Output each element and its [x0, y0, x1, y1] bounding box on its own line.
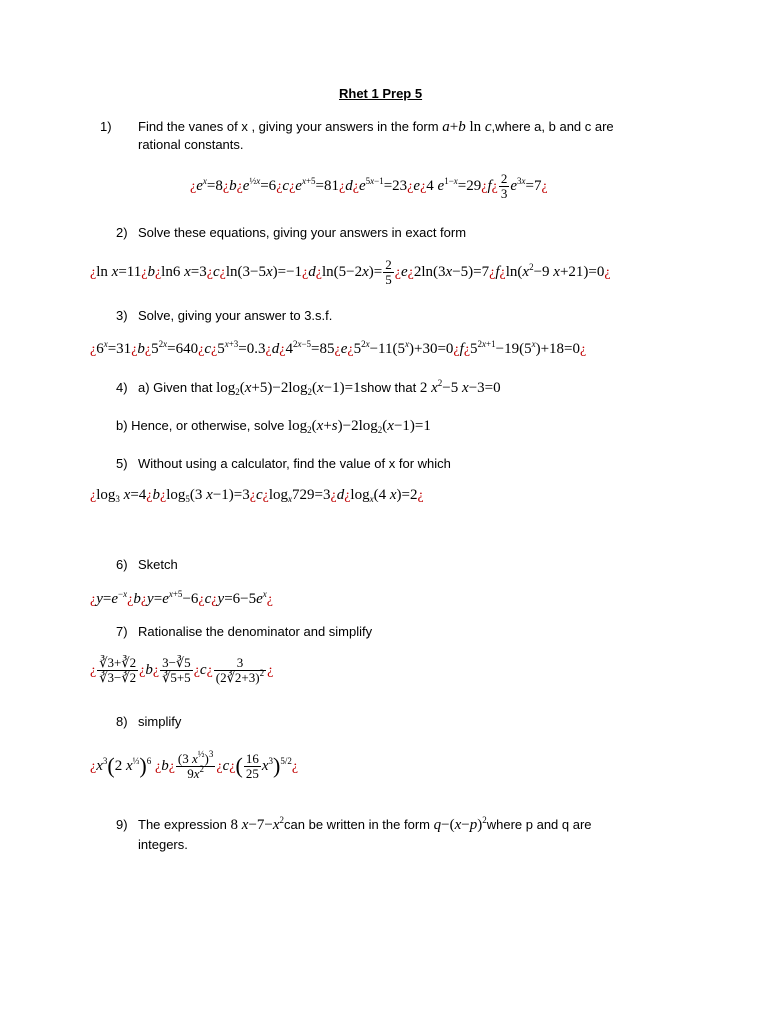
q5-number: 5) — [116, 456, 128, 471]
q9-form: $q-(x-p)^2$ — [433, 815, 487, 833]
q4a-expr: $\log_2(x+5)-2\log_2(x-1)=1$ — [216, 380, 361, 397]
q7-number: 7) — [116, 624, 128, 639]
q1-line2: rational constants. — [138, 137, 244, 152]
q5-text: Without using a calculator, find the value of x for which — [138, 456, 451, 471]
q1-form: a+b ln c — [442, 119, 492, 135]
q5-equations: ¿$\log_3$ $x=4¿b¿\log_5(3$ $x-1)=3¿c¿\log_x729=3¿d¿\log_x(4$ x)=2¿ — [90, 487, 424, 504]
q6-text: Sketch — [138, 557, 178, 572]
q6-number: 6) — [116, 557, 128, 572]
q4-number: 4) — [116, 380, 128, 395]
q9-text2: can be written in the form — [284, 817, 430, 832]
q6-equations: ¿$y=e^{-x}¿b¿y=e^{x+5}-6¿c¿y=6-5e^x¿$ — [90, 589, 273, 607]
q1-line1b: ,where a, b and c are — [491, 119, 614, 134]
q8-text: simplify — [138, 714, 182, 729]
q4a-show: show that — [360, 380, 417, 395]
q9-expr: 8 $x-7-x^2$ — [230, 815, 285, 833]
q3-number: 3) — [116, 308, 128, 323]
q8-expressions: ¿$x^3(2$ $x^{\frac{1}{3}})^6$ ¿b¿ $\frac{(3 x^{\frac{1}{2}})^3}{9x^2}$ ¿c¿( $\frac{16}{25}$ $x^3)^{5/2}¿$ — [90, 749, 299, 781]
q9-text3: where p and q are — [486, 817, 592, 832]
q9-line1 — [138, 817, 592, 834]
q4b-text: b) Hence, or otherwise, solve — [116, 418, 285, 433]
q9-line2: integers. — [138, 837, 188, 852]
q2-text: Solve these equations, giving your answers in exact form — [138, 225, 467, 240]
q7-text: Rationalise the denominator and simplify — [138, 624, 373, 639]
q4b — [116, 418, 431, 435]
q1-line1: Find the vanes of x , giving your answers in the form — [138, 119, 439, 134]
q7-expressions: ¿ $\frac{∛3+∛2}{∛3-∛2}$ ¿b¿ $\frac{3-∛5}{∛5+5}$ ¿c¿ $\frac{3}{(2∛2+3)^2}$ ¿ — [90, 655, 274, 685]
q4b-expr: $\log_2(x+s)-2\log_2(x-1)=1$ — [287, 418, 431, 435]
q1-text — [138, 119, 614, 136]
q1-number: 1) — [100, 119, 112, 134]
q8-number: 8) — [116, 714, 128, 729]
q2-number: 2) — [116, 225, 128, 240]
q9-text1: The expression — [138, 817, 227, 832]
q2-equations: ¿ln x=11¿b¿ln6 x=3¿c¿ln(3−5x)=−1¿d¿ln(5−2x)= $\frac{2}{5}$ ¿$e¿2\ln(3x-5)=7¿f¿\ln(x^2-9$ x+21)=0¿ — [90, 257, 611, 287]
q4a-result: 2 $x^2-5$ x−3=0 — [419, 378, 501, 396]
q4a — [138, 380, 501, 397]
page-title: Rhet 1 Prep 5 — [339, 86, 423, 101]
q1-equations: ¿$e^x=8¿b¿e^{\frac{1}{2}x}=6¿c¿e^{x+5}=81¿d¿e^{5x-1}=23¿e¿4$ $e^{1-x}=29¿f¿$ $\frac{2}{3}$ $e^{3x}=7¿$ — [190, 171, 548, 201]
q3-equations: ¿$6^x=31¿b¿5^{2x}=640¿c¿5^{x+3}=0.3¿d¿4^{2x-5}=85¿e¿5^{2x}-11(5^x)+30=0¿f¿5^{2x+1}-19(5^x)+18=0¿$ — [90, 339, 587, 357]
q3-text: Solve, giving your answer to 3.s.f. — [138, 308, 333, 323]
q4a-text: a) Given that — [138, 380, 213, 395]
q9-number: 9) — [116, 817, 128, 832]
